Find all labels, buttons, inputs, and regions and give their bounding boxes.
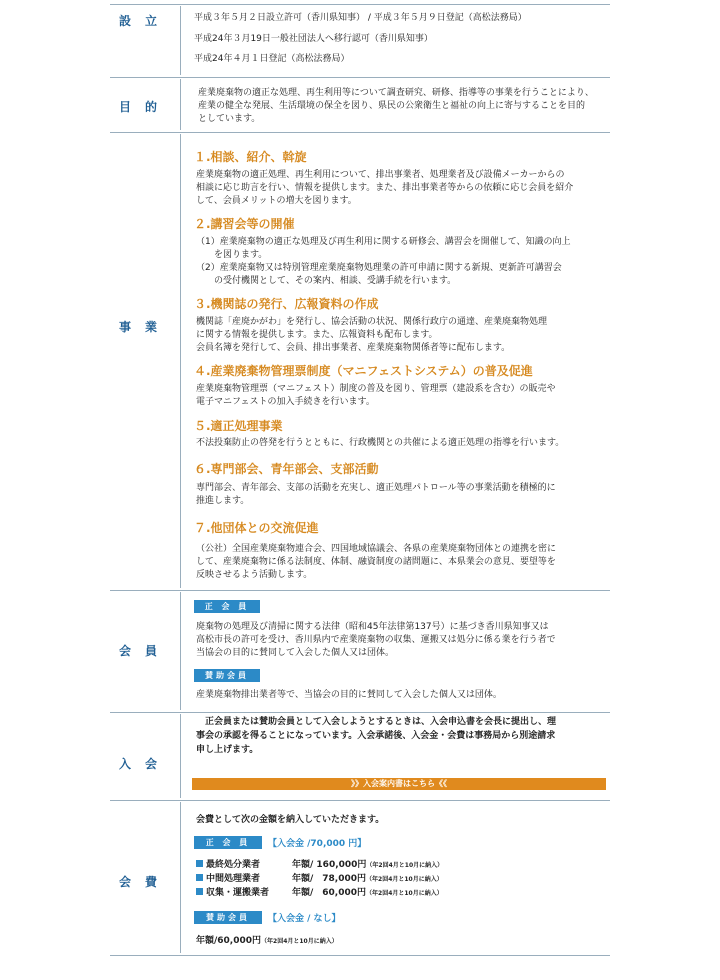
kaiin-line-1: 廃棄物の処理及び清掃に関する法律（昭和45年法律第137号）に基づき香川県知事又は: [196, 622, 549, 632]
divider-3: [180, 134, 181, 588]
kaihi-seikaiin-entry-fee: 【入会金 /70,000 円】: [268, 839, 367, 849]
jigyo-section-7-line-2: して、産業廃棄物に係る法制度、体制、融資制度の諸問題に、本県業会の意見、要望等を: [196, 557, 556, 567]
fee-row-collection: [196, 885, 443, 898]
divider-6: [180, 802, 181, 953]
jigyo-section-1-line-2: 相談に応じ助言を行い、情報を提供します。また、排出事業者等からの依頼に応じ会員を紹介: [196, 183, 574, 193]
jigyo-section-3-line-2: に関する情報を提供します。また、広報資料も配布します。: [196, 330, 438, 340]
kaihi-intro: 会費として次の金額を納入していただきます。: [196, 815, 385, 825]
nyukai-guide-link-button[interactable]: 》》入会案内書はこちら《《: [192, 778, 606, 790]
kaihi-seikaiin-badge: 正 会 員: [194, 836, 262, 849]
fee-name: 収集・運搬業者: [206, 888, 270, 898]
sanjo-note: （年2回4月と10月に納入）: [261, 938, 338, 945]
kaiin-sanjo-line: 産業廃棄物排出業者等で、当協会の目的に賛同して入会した個人又は団体。: [196, 690, 502, 700]
rule-3: [110, 590, 610, 591]
mokuteki-line-2: 産業の健全な発展、生活環境の保全を図り、県民の公衆衛生と福祉の向上に寄与することを目的: [198, 101, 586, 111]
mokuteki-line-1: 産業廃棄物の適正な処理、再生利用等について調査研究、研修、指導等の事業を行うことにより、: [198, 88, 594, 98]
nyukai-line-3: 申し上げます。: [196, 745, 259, 755]
rule-2: [110, 132, 610, 133]
rule-bottom: [110, 955, 610, 956]
label-mokuteki: 目的: [118, 100, 171, 114]
fee-amount: 年額/ 78,000円: [292, 874, 367, 884]
fee-note: （年2回4月と10月に納入）: [366, 876, 443, 883]
square-bullet-icon: [196, 888, 203, 895]
divider-5: [180, 714, 181, 798]
divider-1: [180, 6, 181, 75]
kaiin-line-2: 高松市長の許可を受け、香川県内で産業廃棄物の収集、運搬又は処分に係る業を行う者で: [196, 635, 556, 645]
jigyo-section-5-line-1: 不法投棄防止の啓発を行うとともに、行政機関との共催による適正処理の指導を行います。: [196, 438, 565, 448]
rule-5: [110, 800, 610, 801]
jigyo-section-5-title: ５.適正処理事業: [194, 419, 283, 433]
jigyo-section-7-title: ７.他団体との交流促進: [194, 521, 319, 535]
fee-name: 中間処理業者: [206, 874, 261, 884]
nyukai-line-2: 事会の承認を得ることになっています。入会承諾後、入会金・会費は事務局から別途請求: [196, 731, 556, 741]
jigyo-section-1-line-3: して、会員メリットの増大を図ります。: [196, 196, 357, 206]
seikaiin-badge: 正 会 員: [194, 600, 260, 613]
jigyo-section-2-line-1: （1）産業廃棄物の適正な処理及び再生利用に関する研修会、講習会を開催して、知識の向上: [196, 237, 571, 247]
fee-note: （年2回4月と10月に納入）: [366, 890, 443, 897]
fee-note: （年2回4月と10月に納入）: [366, 862, 444, 869]
jigyo-section-2-line-3: （2）産業廃棄物又は特別管理産業廃棄物処理業の許可申請に関する新規、更新許可講習会: [196, 263, 562, 273]
nyukai-line-1: 正会員または賛助会員として入会しようとするときは、入会申込書を会長に提出し、理: [196, 717, 557, 727]
kaihi-sanjo-badge: 賛助会員: [194, 911, 262, 924]
jigyo-section-2-line-2: を図ります。: [196, 250, 268, 260]
label-nyukai: 入会: [118, 757, 171, 771]
jigyo-section-7-line-3: 反映させるよう活動します。: [196, 570, 313, 580]
mokuteki-line-3: としています。: [198, 114, 261, 124]
jigyo-section-1-title: １.相談、紹介、斡旋: [194, 150, 307, 164]
jigyo-section-4-line-2: 電子マニフェストの加入手続きを行います。: [196, 397, 375, 407]
sanjo-badge: 賛助会員: [194, 669, 260, 682]
kaihi-sanjo-entry-fee: 【入会金 / なし】: [268, 914, 341, 924]
setsuritsu-line-1: 平成３年５月２日設立許可（香川県知事） / 平成３年５月９日登記（高松法務局）: [194, 13, 527, 23]
setsuritsu-line-2: 平成24年３月19日一般社団法人へ移行認可（香川県知事）: [194, 34, 433, 44]
square-bullet-icon: [196, 874, 203, 881]
jigyo-section-6-line-1: 専門部会、青年部会、支部の活動を充実し、適正処理パトロール等の事業活動を積極的に: [196, 483, 556, 493]
fee-amount: 年額/ 60,000円: [292, 888, 367, 898]
jigyo-section-3-line-1: 機関誌「産廃かがわ」を発行し、協会活動の状況、関係行政庁の通達、産業廃棄物処理: [196, 317, 548, 327]
rule-top: [110, 4, 610, 5]
rule-1: [110, 77, 610, 78]
jigyo-section-4-title: ４.産業廃棄物管理票制度（マニフェストシステム）の普及促進: [194, 364, 533, 378]
jigyo-section-6-line-2: 推進します。: [196, 496, 250, 506]
divider-4: [180, 592, 181, 710]
kaiin-line-3: 当協会の目的に賛同して入会した個人又は団体。: [196, 648, 395, 658]
jigyo-section-1-line-1: 産業廃棄物の適正処理、再生利用について、排出事業者、処理業者及び設備メーカーからの: [196, 170, 565, 180]
jigyo-section-7-line-1: （公社）全国産業廃棄物連合会、四国地域協議会、各県の産業廃棄物団体との連携を密に: [196, 544, 557, 554]
fee-amount: 年額/ 160,000円: [292, 860, 367, 870]
jigyo-section-2-line-4: の受付機関として、その案内、相談、受講手続を行います。: [196, 276, 457, 286]
fee-name: 最終処分業者: [206, 860, 261, 870]
fee-row-sanjo: [196, 933, 338, 946]
jigyo-section-6-title: ６.専門部会、青年部会、支部活動: [194, 462, 379, 476]
jigyo-section-2-title: ２.講習会等の開催: [194, 217, 295, 231]
square-bullet-icon: [196, 860, 203, 867]
setsuritsu-line-3: 平成24年４月１日登記（高松法務局）: [194, 54, 350, 64]
jigyo-section-3-line-3: 会員名簿を発行して、会員、排出事業者、産業廃棄物関係者等に配布します。: [196, 343, 511, 353]
fee-row-final-disposal: [196, 857, 443, 870]
rule-4: [110, 712, 610, 713]
jigyo-section-3-title: ３.機関誌の発行、広報資料の作成: [194, 297, 379, 311]
sanjo-amount: 年額/60,000円: [196, 936, 262, 946]
jigyo-section-4-line-1: 産業廃棄物管理票（マニフェスト）制度の普及を図り、管理票（建設系を含む）の販売や: [196, 384, 556, 394]
label-kaiin: 会員: [118, 644, 171, 658]
divider-2: [180, 79, 181, 130]
label-jigyo: 事業: [118, 320, 171, 334]
fee-row-intermediate: [196, 871, 443, 884]
label-kaihi: 会費: [118, 875, 171, 889]
label-setsuritsu: 設立: [118, 14, 171, 28]
